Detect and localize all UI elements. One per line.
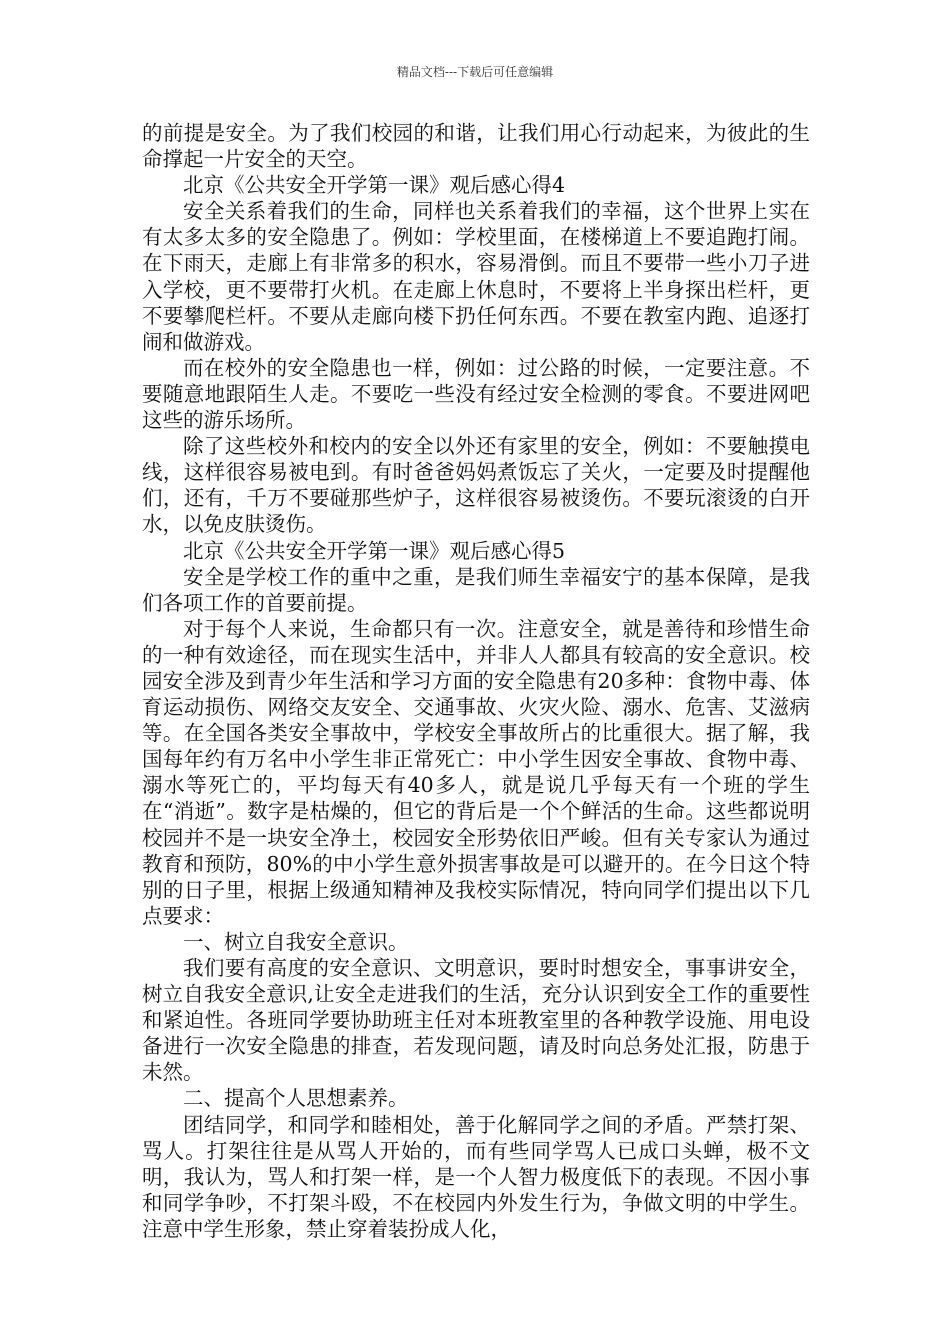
paragraph: 对于每个人来说，生命都只有一次。注意安全，就是善待和珍惜生命的一种有效途径，而在现实生活中，并非人人都具有较高的安全意识。校园安全涉及到青少年生活和学习方面的安全隐患有20多种：食物中毒、体育运动损伤、网络交友安全、交通事故、火灾火险、溺水、危害、艾滋病等。在全国各类安全事故中，学校安全事故所占的比重很大。据了解，我国每年约有万名中小学生非正常死亡：中小学生因安全事故、食物中毒、溺水等死亡的，平均每天有40多人，就是说几乎每天有一个班的学生在“消逝”。数字是枯燥的，但它的背后是一个个鲜活的生命。这些都说明校园并不是一块安全净土，校园安全形势依旧严峻。但有关专家认为通过教育和预防，80%的中小学生意外损害事故是可以避开的。在今日这个特别的日子里，根据上级通知精神及我校实际情况，特向同学们提出以下几点要求：	[142, 616, 810, 928]
section-heading-5: 北京《公共安全开学第一课》观后感心得5	[183, 538, 566, 563]
paragraph: 除了这些校外和校内的安全以外还有家里的安全，例如：不要触摸电线，这样很容易被电到。有时爸爸妈妈煮饭忘了关火，一定要及时提醒他们，还有，千万不要碰那些炉子，这样很容易被烫伤。不要玩滚烫的白开水，以免皮肤烫伤。	[142, 434, 810, 537]
section-heading-4: 北京《公共安全开学第一课》观后感心得4	[183, 173, 566, 198]
paragraph: 安全关系着我们的生命，同样也关系着我们的幸福，这个世界上实在有太多太多的安全隐患了。例如：学校里面，在楼梯道上不要追跑打闹。在下雨天，走廊上有非常多的积水，容易滑倒。而且不要带一些小刀子进入学校，更不要带打火机。在走廊上休息时，不要将上半身探出栏杆，更不要攀爬栏杆。不要从走廊向楼下扔任何东西。不要在教室内跑、追逐打闹和做游戏。	[142, 199, 810, 354]
paragraph-continued: 的前提是安全。为了我们校园的和谐，让我们用心行动起来，为彼此的生命撑起一片安全的天空。	[142, 121, 810, 172]
paragraph: 团结同学，和同学和睦相处，善于化解同学之间的矛盾。严禁打架、骂人。打架往往是从骂人开始的，而有些同学骂人已成口头蝉，极不文明，我认为，骂人和打架一样，是一个人智力极度低下的表现。不因小事和同学争吵，不打架斗殴，不在校园内外发生行为，争做文明的中学生。注意中学生形象，禁止穿着装扮成人化，	[142, 1112, 810, 1241]
paragraph: 而在校外的安全隐患也一样，例如：过公路的时候，一定要注意。不要随意地跟陌生人走。不要吃一些没有经过安全检测的零食。不要进网吧这些的游乐场所。	[142, 355, 810, 433]
subheading-1: 一、树立自我安全意识。	[183, 929, 409, 954]
page-header: 精品文档---下载后可任意编辑	[396, 65, 554, 79]
subheading-2: 二、提高个人思想素养。	[183, 1086, 409, 1111]
document-body	[142, 120, 810, 1242]
paragraph: 我们要有高度的安全意识、文明意识，要时时想安全，事事讲安全，树立自我安全意识,让安全走进我们的生活，充分认识到安全工作的重要性和紧迫性。各班同学要协助班主任对本班教室里的各种教学设施、用电设备进行一次安全隐患的排查，若发现问题，请及时向总务处汇报，防患于未然。	[142, 956, 810, 1085]
paragraph: 安全是学校工作的重中之重，是我们师生幸福安宁的基本保障，是我们各项工作的首要前提。	[142, 564, 810, 615]
